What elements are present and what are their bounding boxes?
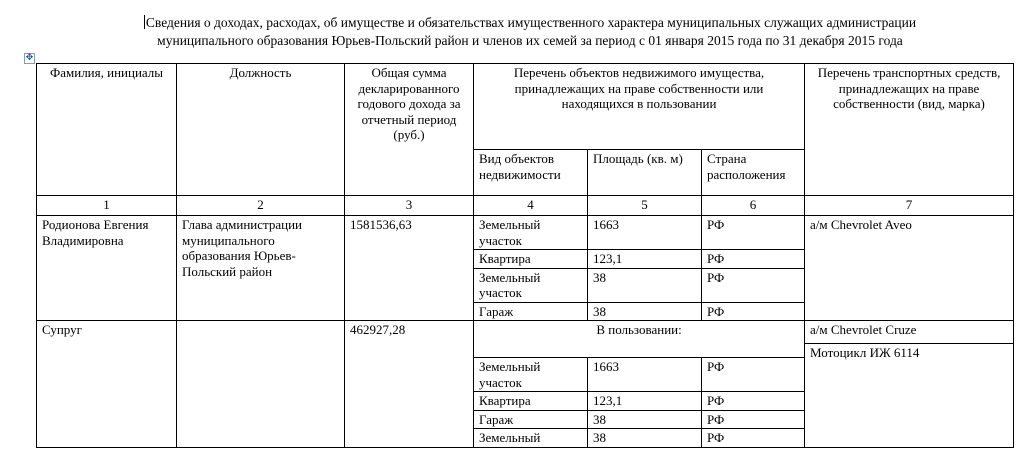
realty-country: РФ [702,302,805,321]
text-cursor [144,15,145,29]
realty-country: РФ [702,216,805,250]
table-row [37,321,1014,358]
header-name: Фамилия, инициалы [37,64,177,196]
header-income: Общая сумма декларированного годового дохода за отчетный период (руб.) [345,64,474,196]
realty-country: РФ [702,410,805,429]
realty-area: 38 [588,429,702,448]
column-numbers-row [37,196,1014,216]
realty-country: РФ [702,358,805,392]
transport-item: Мотоцикл ИЖ 6114 [810,345,920,360]
header-row [37,64,1014,150]
realty-area: 38 [588,268,702,302]
person2-income: 462927,28 [345,321,474,448]
realty-type: Гараж [474,410,588,429]
realty-area: 123,1 [588,250,702,269]
header-realty-type: Вид объектов недвижимости [474,150,588,196]
person1-name: Родионова Евгения Владимировна [37,216,177,321]
realty-type: Земельный участок [474,358,588,392]
realty-area: 123,1 [588,392,702,411]
realty-type: Квартира [474,392,588,411]
person2-transport [805,321,1014,448]
col-number: 6 [702,196,805,216]
person1-income: 1581536,63 [345,216,474,321]
header-transport: Перечень транспортных средств, принадлежащих на праве собственности (вид, марка) [805,64,1014,196]
title-line-1: Сведения о доходах, расходах, об имуществе и обязательствах имущественного характера муниципальных служащих администрации [145,15,917,30]
col-number: 4 [474,196,588,216]
header-realty: Перечень объектов недвижимого имущества, принадлежащих на праве собственности или находящихся в пользовании [474,64,805,150]
realty-type: Земельный [474,429,588,448]
realty-area: 38 [588,410,702,429]
col-number: 3 [345,196,474,216]
realty-area: 1663 [588,216,702,250]
col-number: 7 [805,196,1014,216]
person1-position: Глава администрации муниципального образования Юрьев-Польский район [177,216,345,321]
table-row [37,216,1014,250]
realty-country: РФ [702,250,805,269]
table-move-handle-icon[interactable]: ✥ [25,53,34,63]
realty-country: РФ [702,268,805,302]
in-use-label: В пользовании: [474,321,805,358]
title-line-2: муниципального образования Юрьев-Польский район и членов их семей за период с 01 января 2015 года по 31 декабря 2015 года [157,33,903,48]
realty-type: Гараж [474,302,588,321]
person2-position [177,321,345,448]
transport-item: а/м Chevrolet Cruze [805,321,1013,344]
person1-transport: а/м Chevrolet Aveo [805,216,1014,321]
realty-area: 1663 [588,358,702,392]
header-country: Страна расположения [702,150,805,196]
realty-country: РФ [702,392,805,411]
declaration-table [36,63,1014,448]
document-title [40,14,1020,50]
realty-country: РФ [702,429,805,448]
realty-type: Квартира [474,250,588,269]
realty-area: 38 [588,302,702,321]
header-area: Площадь (кв. м) [588,150,702,196]
realty-type: Земельный участок [474,216,588,250]
col-number: 1 [37,196,177,216]
col-number: 5 [588,196,702,216]
person2-name: Супруг [37,321,177,448]
realty-type: Земельный участок [474,268,588,302]
col-number: 2 [177,196,345,216]
header-position: Должность [177,64,345,196]
